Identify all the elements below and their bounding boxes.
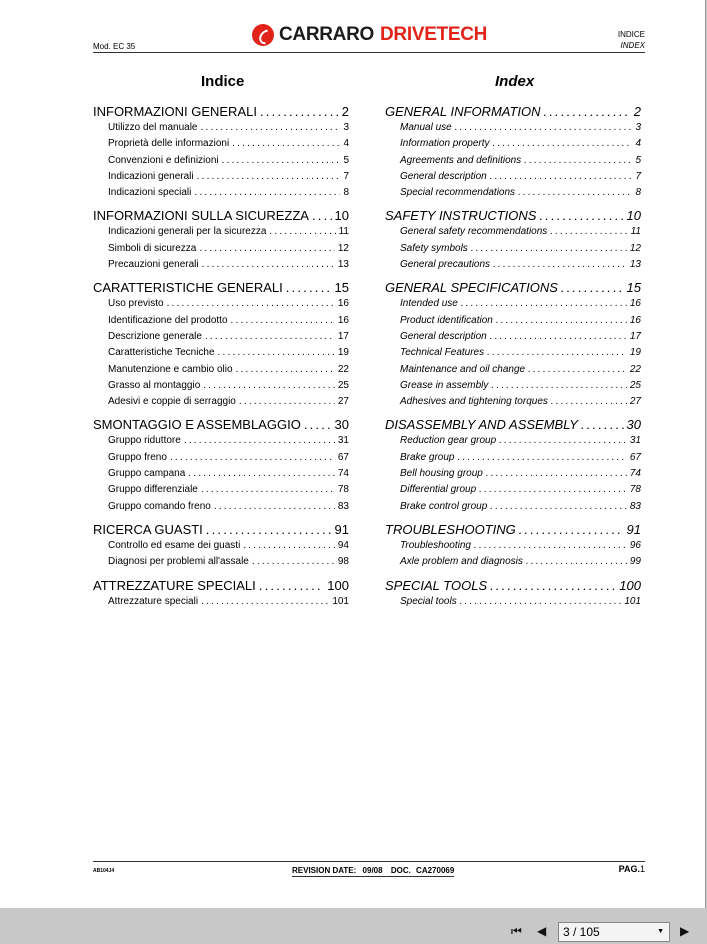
index-title-it: Indice bbox=[201, 73, 245, 90]
toc-leader bbox=[490, 578, 616, 593]
toc-entry-page: 16 bbox=[629, 314, 641, 326]
toc-entry-label: Gruppo differenziale bbox=[108, 484, 198, 496]
toc-section bbox=[93, 578, 349, 612]
toc-leader bbox=[205, 331, 335, 342]
toc-entry-label: Special recommendations bbox=[400, 187, 516, 199]
index-title-en: Index bbox=[495, 73, 535, 90]
toc-entry[interactable] bbox=[385, 155, 641, 171]
toc-entry[interactable] bbox=[385, 556, 641, 572]
dropdown-icon[interactable]: ▼ bbox=[657, 928, 664, 935]
toc-entry-page: 12 bbox=[337, 242, 349, 254]
toc-entry-page: 4 bbox=[635, 138, 641, 150]
toc-leader bbox=[214, 501, 335, 512]
toc-entry-label: Indicazioni generali per la sicurezza bbox=[108, 226, 267, 238]
toc-leader bbox=[260, 104, 339, 119]
toc-entry-label: Gruppo riduttore bbox=[108, 435, 181, 447]
toc-entry[interactable] bbox=[93, 298, 349, 314]
toc-leader bbox=[471, 243, 627, 254]
toc-entry[interactable] bbox=[385, 396, 641, 412]
toc-leader bbox=[519, 522, 624, 537]
toc-entry-page: 7 bbox=[635, 170, 641, 182]
toc-entry-label: Precauzioni generali bbox=[108, 259, 199, 271]
toc-entry-page: 17 bbox=[629, 330, 641, 342]
toc-entry-page: 12 bbox=[629, 242, 641, 254]
toc-leader bbox=[201, 596, 329, 607]
toc-entry-label: Gruppo comando freno bbox=[108, 500, 211, 512]
toc-entry-label: Reduction gear group bbox=[400, 435, 497, 447]
toc-leader bbox=[561, 280, 624, 295]
toc-entry-page: 22 bbox=[629, 363, 641, 375]
toc-entry[interactable] bbox=[385, 484, 641, 500]
toc-section-page: 91 bbox=[626, 521, 641, 537]
toc-entry-page: 5 bbox=[343, 154, 349, 166]
toc-entry-page: 99 bbox=[629, 556, 641, 568]
toc-entry-page: 22 bbox=[337, 363, 349, 375]
page-indicator: 3 / 105 bbox=[563, 925, 600, 939]
toc-entry[interactable] bbox=[93, 364, 349, 380]
toc-entry-page: 101 bbox=[624, 595, 641, 607]
toc-entry-label: Special tools bbox=[400, 595, 457, 607]
toc-leader bbox=[312, 208, 332, 223]
toc-leader bbox=[490, 331, 627, 342]
toc-section-label: INFORMAZIONI GENERALI bbox=[93, 104, 257, 119]
toc-entry[interactable] bbox=[385, 540, 641, 556]
toc-section bbox=[385, 417, 641, 516]
header-title-en: INDEX bbox=[620, 41, 645, 50]
toc-leader bbox=[581, 417, 624, 432]
doc-label: DOC. bbox=[390, 866, 411, 875]
toc-entry-page: 96 bbox=[629, 539, 641, 551]
toc-entry-label: Manutenzione e cambio olio bbox=[108, 363, 233, 375]
toc-entry[interactable] bbox=[93, 468, 349, 484]
toc-entry[interactable] bbox=[93, 347, 349, 363]
toc-entry-page: 101 bbox=[332, 595, 349, 607]
toc-entry[interactable] bbox=[93, 259, 349, 275]
toc-entry[interactable] bbox=[93, 484, 349, 500]
toc-entry-label: Maintenance and oil change bbox=[400, 363, 526, 375]
toc-entry-page: 16 bbox=[629, 298, 641, 310]
toc-leader bbox=[457, 452, 626, 463]
toc-entry-page: 19 bbox=[337, 347, 349, 359]
toc-leader bbox=[231, 315, 335, 326]
logo-text-carraro: CARRARO bbox=[279, 24, 375, 45]
toc-section bbox=[385, 208, 641, 275]
next-page-icon[interactable]: ▶ bbox=[680, 924, 690, 938]
toc-entry-page: 3 bbox=[343, 122, 349, 133]
toc-entry[interactable] bbox=[385, 259, 641, 275]
toc-entry[interactable] bbox=[385, 468, 641, 484]
toc-leader bbox=[243, 540, 335, 551]
toc-section-heading[interactable] bbox=[93, 280, 349, 298]
toc-entry-label: Convenzioni e definizioni bbox=[108, 154, 219, 166]
toc-leader bbox=[201, 484, 335, 495]
header-title-it: INDICE bbox=[617, 30, 645, 39]
toc-entry-page: 67 bbox=[337, 451, 349, 463]
toc-entry[interactable] bbox=[93, 187, 349, 203]
toc-entry-label: Diagnosi per problemi all'assale bbox=[108, 556, 249, 568]
toc-entry[interactable] bbox=[93, 380, 349, 396]
toc-entry[interactable] bbox=[93, 331, 349, 347]
footer-page bbox=[619, 864, 645, 874]
toc-entry[interactable] bbox=[385, 187, 641, 203]
toc-entry-label: Gruppo freno bbox=[108, 451, 167, 463]
toc-entry[interactable] bbox=[385, 315, 641, 331]
toc-section-label: SAFETY INSTRUCTIONS bbox=[385, 208, 537, 224]
toc-entry[interactable] bbox=[93, 396, 349, 412]
toc-entry-page: 74 bbox=[629, 468, 641, 480]
toc-entry-page: 13 bbox=[337, 259, 349, 271]
toc-leader bbox=[222, 155, 341, 166]
toc-leader bbox=[206, 522, 332, 537]
toc-entry-label: Intended use bbox=[400, 298, 458, 310]
toc-entry-page: 3 bbox=[635, 122, 641, 133]
toc-entry-page: 31 bbox=[629, 435, 641, 447]
toc-entry-label: Adhesives and tightening torques bbox=[400, 396, 548, 408]
toc-entry[interactable] bbox=[385, 596, 641, 612]
toc-leader bbox=[286, 280, 332, 295]
toc-entry-label: Indicazioni speciali bbox=[108, 187, 192, 199]
toc-entry[interactable] bbox=[93, 501, 349, 517]
toc-leader bbox=[544, 104, 631, 119]
toc-entry-page: 25 bbox=[629, 379, 641, 391]
toc-entry-label: Controllo ed esame dei guasti bbox=[108, 539, 241, 551]
toc-leader bbox=[167, 298, 335, 309]
carraro-logo-icon bbox=[252, 24, 274, 46]
first-page-icon[interactable]: ⏮ bbox=[511, 924, 522, 938]
carraro-logo bbox=[252, 22, 487, 48]
toc-entry-label: Brake group bbox=[400, 451, 455, 463]
toc-entry-label: Adesivi e coppie di serraggio bbox=[108, 396, 236, 408]
toc-section bbox=[385, 578, 641, 612]
toc-entry-page: 8 bbox=[635, 187, 641, 199]
toc-section-label: ATTREZZATURE SPECIALI bbox=[93, 577, 256, 593]
toc-entry[interactable] bbox=[93, 122, 349, 138]
toc-entry[interactable] bbox=[93, 596, 349, 612]
toc-section bbox=[93, 104, 349, 203]
toc-section-page: 10 bbox=[334, 208, 349, 224]
toc-leader bbox=[201, 122, 341, 133]
toc-section-label: GENERAL INFORMATION bbox=[385, 104, 541, 119]
toc-entry-label: General safety recommendations bbox=[400, 226, 548, 238]
toc-leader bbox=[496, 315, 627, 326]
prev-page-icon[interactable]: ◀ bbox=[537, 924, 547, 938]
toc-entry-label: Grasso al montaggio bbox=[108, 379, 201, 391]
toc-entry-page: 7 bbox=[343, 170, 349, 182]
toc-entry[interactable] bbox=[385, 501, 641, 517]
toc-leader bbox=[474, 540, 627, 551]
toc-section-heading[interactable] bbox=[93, 522, 349, 540]
toc-leader bbox=[259, 578, 325, 593]
toc-leader bbox=[551, 396, 627, 407]
toc-entry-label: Indicazioni generali bbox=[108, 170, 194, 182]
toc-section-page: 15 bbox=[626, 280, 641, 296]
doc-number: CA270069 bbox=[416, 866, 455, 875]
toc-entry-page: 25 bbox=[337, 379, 349, 391]
toc-entry[interactable] bbox=[93, 138, 349, 154]
toc-entry-label: Product identification bbox=[400, 314, 493, 326]
toc-section-page: 100 bbox=[619, 577, 641, 593]
toc-entry-label: Information property bbox=[400, 138, 490, 150]
toc-entry-label: Caratteristiche Tecniche bbox=[108, 347, 215, 359]
toc-leader bbox=[455, 122, 633, 133]
toc-entry-page: 4 bbox=[343, 138, 349, 150]
toc-entry-page: 19 bbox=[629, 347, 641, 359]
toc-section bbox=[385, 522, 641, 573]
toc-leader bbox=[199, 243, 335, 254]
toc-entry-page: 78 bbox=[337, 484, 349, 496]
toc-leader bbox=[239, 396, 335, 407]
toc-entry-page: 16 bbox=[337, 314, 349, 326]
toc-entry-page: 67 bbox=[629, 451, 641, 463]
toc-section bbox=[93, 522, 349, 573]
toc-leader bbox=[539, 208, 623, 223]
toc-section bbox=[93, 417, 349, 516]
toc-entry-page: 5 bbox=[635, 154, 641, 166]
toc-entry[interactable] bbox=[93, 435, 349, 451]
toc-leader bbox=[218, 347, 335, 358]
header-divider bbox=[93, 52, 645, 53]
toc-entry-page: 27 bbox=[337, 396, 349, 408]
toc-entry[interactable] bbox=[385, 380, 641, 396]
toc-entry-label: Grease in assembly bbox=[400, 379, 489, 391]
toc-leader bbox=[490, 501, 627, 512]
model-label: Mod. EC 35 bbox=[93, 42, 136, 51]
toc-section-label: INFORMAZIONI SULLA SICUREZZA bbox=[93, 208, 309, 224]
page-number: 1 bbox=[639, 864, 645, 874]
toc-section-page: 2 bbox=[341, 104, 349, 119]
toc-entry-label: Gruppo campana bbox=[108, 468, 186, 480]
toc-entry-label: Bell housing group bbox=[400, 468, 483, 480]
toc-section-heading[interactable] bbox=[385, 280, 641, 298]
toc-leader bbox=[197, 171, 341, 182]
toc-entry-page: 17 bbox=[337, 330, 349, 342]
toc-leader bbox=[461, 298, 627, 309]
toc-entry-label: Manual use bbox=[400, 122, 452, 133]
toc-leader bbox=[518, 187, 632, 198]
toc-entry[interactable] bbox=[385, 435, 641, 451]
revision-label: REVISION DATE: bbox=[292, 866, 357, 875]
toc-entry-page: 11 bbox=[338, 226, 349, 238]
toc-entry-page: 16 bbox=[337, 298, 349, 310]
toc-leader bbox=[550, 226, 627, 237]
toc-entry[interactable] bbox=[385, 298, 641, 314]
toc-leader bbox=[490, 171, 633, 182]
toc-entry[interactable] bbox=[385, 347, 641, 363]
toc-entry-label: Uso previsto bbox=[108, 298, 164, 310]
toc-entry-page: 74 bbox=[337, 468, 349, 480]
toc-section-heading[interactable] bbox=[385, 578, 641, 596]
toc-section-label: TROUBLESHOOTING bbox=[385, 521, 516, 537]
toc-entry-page: 83 bbox=[337, 500, 349, 512]
toc-section-label: RICERCA GUASTI bbox=[93, 521, 203, 537]
toc-leader bbox=[524, 155, 632, 166]
page-label: PAG. bbox=[618, 864, 640, 874]
toc-section-page: 30 bbox=[626, 417, 641, 433]
toc-leader bbox=[526, 556, 627, 567]
toc-section-label: GENERAL SPECIFICATIONS bbox=[385, 280, 558, 296]
toc-entry-page: 83 bbox=[629, 500, 641, 512]
toc-section-label: SMONTAGGIO E ASSEMBLAGGIO bbox=[93, 417, 301, 433]
toc-entry[interactable] bbox=[93, 155, 349, 171]
toc-entry[interactable] bbox=[385, 226, 641, 242]
toc-leader bbox=[269, 226, 335, 237]
toc-entry-label: Descrizione generale bbox=[108, 330, 202, 342]
toc-entry[interactable] bbox=[93, 556, 349, 572]
toc-entry-label: General precautions bbox=[400, 259, 491, 271]
toc-entry[interactable] bbox=[385, 138, 641, 154]
toc-entry-label: General description bbox=[400, 170, 487, 182]
toc-section-heading[interactable] bbox=[93, 417, 349, 435]
toc-leader bbox=[252, 556, 335, 567]
toc-entry-label: Proprietà delle informazioni bbox=[108, 138, 230, 150]
toc-leader bbox=[486, 468, 627, 479]
toc-entry-label: Simboli di sicurezza bbox=[108, 242, 197, 254]
toc-leader bbox=[236, 364, 335, 375]
toc-section-page: 30 bbox=[334, 417, 349, 433]
toc-entry[interactable] bbox=[93, 171, 349, 187]
toc-leader bbox=[487, 347, 627, 358]
toc-section-heading[interactable] bbox=[93, 104, 349, 122]
toc-section bbox=[93, 208, 349, 275]
toc-entry-page: 8 bbox=[343, 187, 349, 199]
toc-leader bbox=[203, 380, 335, 391]
page-number-select[interactable] bbox=[558, 922, 670, 942]
toc-leader bbox=[479, 484, 627, 495]
toc-entry[interactable] bbox=[385, 122, 641, 138]
footer-revision bbox=[292, 866, 454, 877]
toc-entry-label: Axle problem and diagnosis bbox=[400, 556, 523, 568]
toc-entry-page: 27 bbox=[629, 396, 641, 408]
toc-section-heading[interactable] bbox=[385, 522, 641, 540]
toc-column-english bbox=[385, 104, 641, 617]
toc-entry[interactable] bbox=[385, 364, 641, 380]
toc-leader bbox=[194, 187, 340, 198]
toc-entry[interactable] bbox=[385, 171, 641, 187]
header-section-title bbox=[618, 29, 645, 51]
toc-entry-label: General description bbox=[400, 330, 487, 342]
toc-leader bbox=[170, 452, 335, 463]
toc-leader bbox=[232, 138, 340, 149]
toc-entry-label: Safety symbols bbox=[400, 242, 468, 254]
toc-section-page: 91 bbox=[334, 521, 349, 537]
footer-divider bbox=[93, 861, 645, 862]
toc-section-heading[interactable] bbox=[385, 417, 641, 435]
toc-section-heading[interactable] bbox=[385, 104, 641, 122]
toc-section-page: 15 bbox=[334, 280, 349, 296]
toc-leader bbox=[493, 259, 627, 270]
toc-leader bbox=[184, 435, 335, 446]
toc-leader bbox=[202, 259, 335, 270]
toc-entry-label: Differential group bbox=[400, 484, 477, 496]
toc-leader bbox=[499, 435, 627, 446]
toc-entry-label: Agreements and definitions bbox=[400, 154, 522, 166]
toc-leader bbox=[460, 596, 622, 607]
footer-code: AB104J4 bbox=[93, 868, 115, 874]
logo-text-drivetech: DRIVETECH bbox=[380, 24, 488, 45]
toc-entry[interactable] bbox=[93, 226, 349, 242]
revision-date: 09/08 bbox=[362, 866, 383, 875]
toc-leader bbox=[188, 468, 335, 479]
toc-entry-page: 31 bbox=[337, 435, 349, 447]
toc-entry-page: 98 bbox=[337, 556, 349, 568]
toc-entry[interactable] bbox=[385, 452, 641, 468]
toc-entry-page: 13 bbox=[629, 259, 641, 271]
toc-leader bbox=[528, 364, 627, 375]
toc-section-heading[interactable] bbox=[385, 208, 641, 226]
toc-section-heading[interactable] bbox=[93, 578, 349, 596]
toc-entry-label: Brake control group bbox=[400, 500, 488, 512]
toc-section bbox=[93, 280, 349, 412]
toc-entry-label: Identificazione del prodotto bbox=[108, 314, 228, 326]
toc-entry-page: 94 bbox=[337, 539, 349, 551]
toc-leader bbox=[493, 138, 633, 149]
toc-section bbox=[385, 280, 641, 412]
toc-entry-label: Attrezzature speciali bbox=[108, 595, 199, 607]
toc-entry-label: Troubleshooting bbox=[400, 539, 471, 551]
toc-entry-label: Technical Features bbox=[400, 347, 485, 359]
toc-leader bbox=[491, 380, 627, 391]
toc-section-heading[interactable] bbox=[93, 208, 349, 226]
toc-leader bbox=[304, 417, 332, 432]
toc-section bbox=[385, 104, 641, 203]
toc-entry[interactable] bbox=[93, 452, 349, 468]
toc-entry[interactable] bbox=[93, 540, 349, 556]
toc-entry[interactable] bbox=[93, 315, 349, 331]
toc-section-page: 100 bbox=[327, 577, 349, 593]
toc-section-page: 10 bbox=[626, 208, 641, 224]
toc-entry-page: 11 bbox=[630, 226, 641, 238]
toc-section-label: DISASSEMBLY AND ASSEMBLY bbox=[385, 417, 578, 433]
toc-section-label: SPECIAL TOOLS bbox=[385, 577, 488, 593]
toc-column-italian bbox=[93, 104, 349, 617]
toc-section-page: 2 bbox=[633, 104, 641, 119]
toc-entry[interactable] bbox=[93, 243, 349, 259]
toc-entry-page: 78 bbox=[629, 484, 641, 496]
toc-entry[interactable] bbox=[385, 331, 641, 347]
toc-section-label: CARATTERISTICHE GENERALI bbox=[93, 280, 283, 296]
toc-entry[interactable] bbox=[385, 243, 641, 259]
toc-entry-label: Utilizzo del manuale bbox=[108, 122, 198, 133]
